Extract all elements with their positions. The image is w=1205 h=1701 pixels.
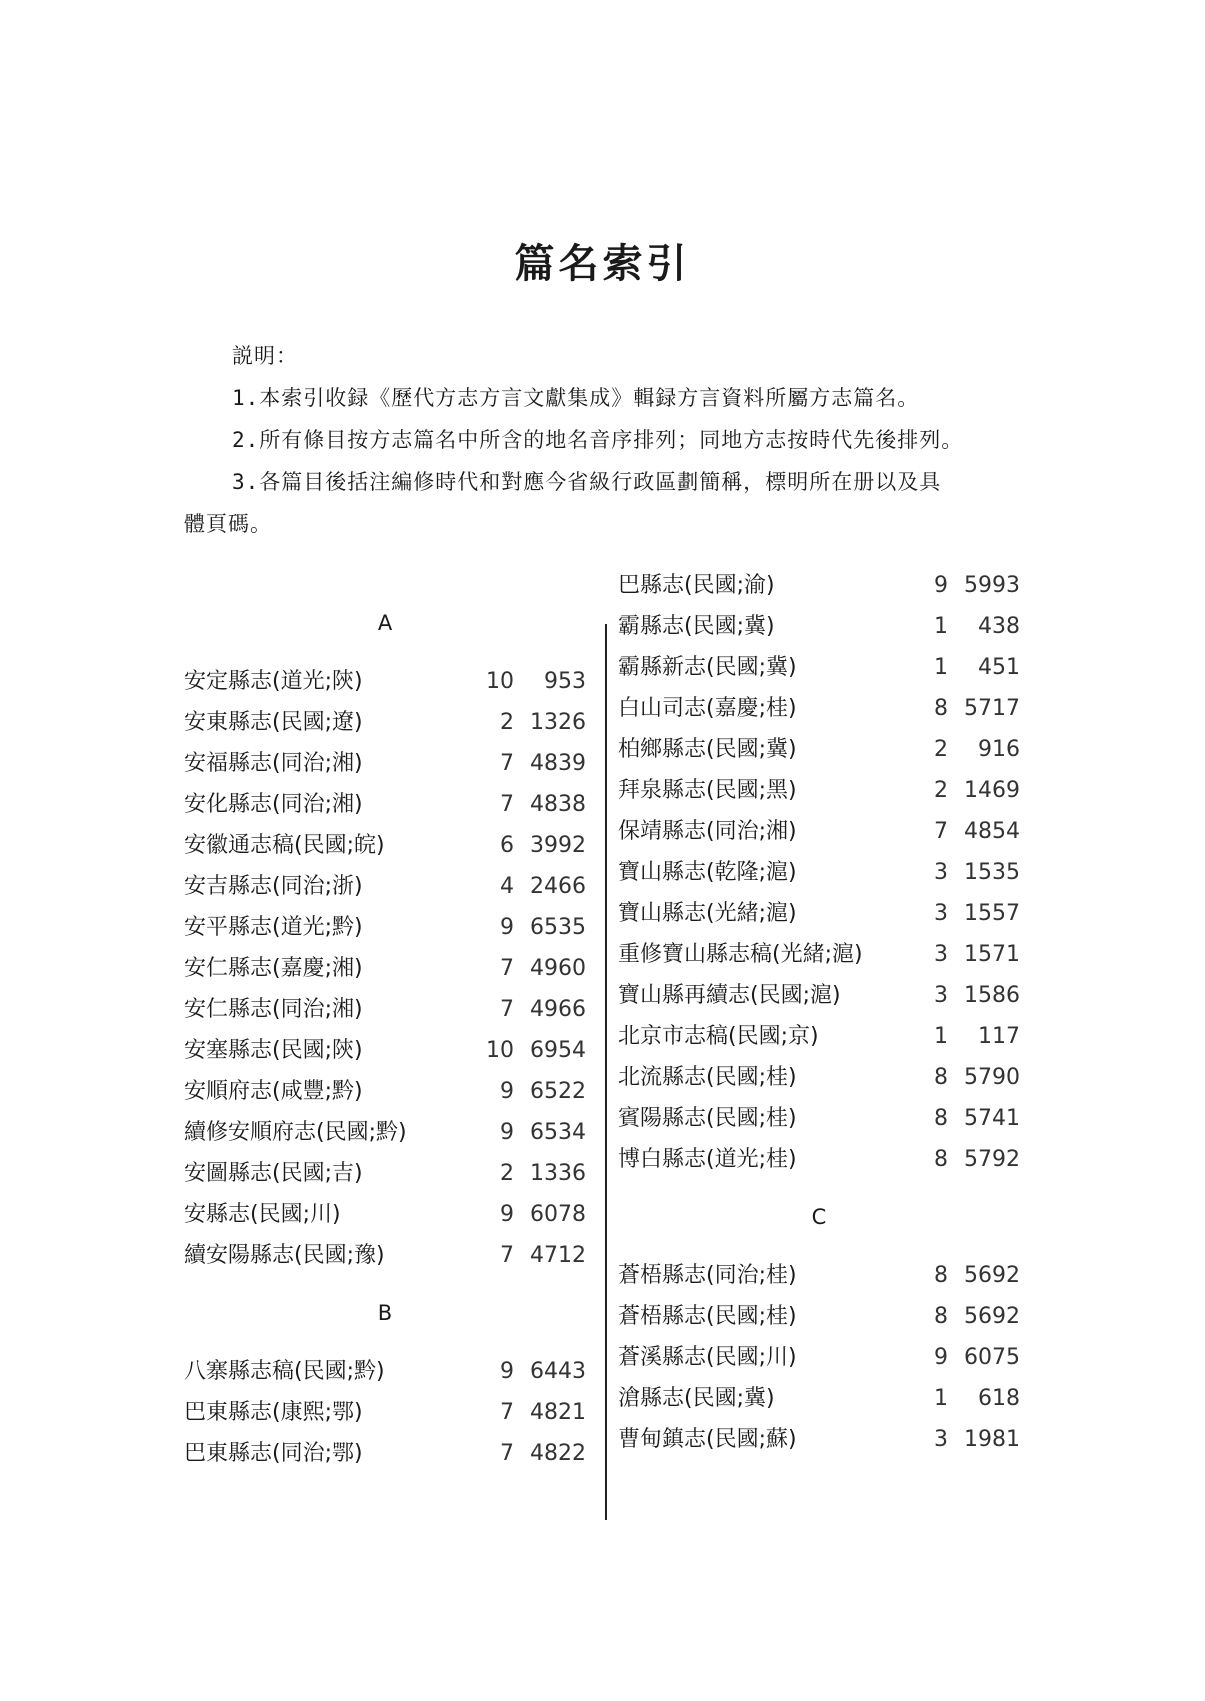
section-letter-c: C bbox=[811, 1205, 827, 1229]
entry-title: 白山司志(嘉慶;桂) bbox=[618, 696, 797, 721]
index-entry bbox=[184, 866, 586, 907]
index-entry bbox=[618, 688, 1020, 729]
entry-page: 4712 bbox=[530, 1243, 586, 1268]
entry-volume: 9 bbox=[500, 1120, 514, 1145]
page-title: 篇名索引 bbox=[514, 240, 691, 287]
entry-volume: 7 bbox=[500, 1441, 514, 1466]
entry-volume: 7 bbox=[500, 1400, 514, 1425]
entry-page: 618 bbox=[978, 1386, 1020, 1411]
entry-page: 4854 bbox=[964, 819, 1020, 844]
entry-page: 6443 bbox=[530, 1359, 586, 1384]
entry-title: 安順府志(咸豐;黔) bbox=[184, 1079, 363, 1104]
entry-volume: 9 bbox=[500, 1079, 514, 1104]
entry-page: 4821 bbox=[530, 1400, 586, 1425]
entry-title: 柏鄉縣志(民國;冀) bbox=[618, 737, 797, 762]
entry-title: 曹甸鎮志(民國;蘇) bbox=[618, 1427, 797, 1452]
index-entry bbox=[618, 647, 1020, 688]
index-entry bbox=[184, 907, 586, 948]
entry-title: 拜泉縣志(民國;黑) bbox=[618, 778, 797, 803]
entry-page: 5741 bbox=[964, 1106, 1020, 1131]
entry-title: 安福縣志(同治;湘) bbox=[184, 751, 363, 776]
entry-page: 1557 bbox=[964, 901, 1020, 926]
entry-volume: 3 bbox=[934, 942, 948, 967]
entry-page: 4838 bbox=[530, 792, 586, 817]
index-entry bbox=[184, 1071, 586, 1112]
entry-title: 賓陽縣志(民國;桂) bbox=[618, 1106, 797, 1131]
entry-title: 博白縣志(道光;桂) bbox=[618, 1147, 797, 1172]
entry-title: 安東縣志(民國;遼) bbox=[184, 710, 363, 735]
note-item-2: 2.所有條目按方志篇名中所含的地名音序排列；同地方志按時代先後排列。 bbox=[232, 428, 964, 452]
index-entry bbox=[184, 1153, 586, 1194]
entry-title: 安平縣志(道光;黔) bbox=[184, 915, 363, 940]
index-entry bbox=[184, 702, 586, 743]
entry-volume: 7 bbox=[500, 751, 514, 776]
entry-page: 6522 bbox=[530, 1079, 586, 1104]
index-entry bbox=[184, 1030, 586, 1071]
entry-page: 6534 bbox=[530, 1120, 586, 1145]
entry-title: 安仁縣志(同治;湘) bbox=[184, 997, 363, 1022]
entry-volume: 8 bbox=[934, 1065, 948, 1090]
entry-volume: 9 bbox=[934, 1345, 948, 1370]
entry-page: 4839 bbox=[530, 751, 586, 776]
entry-volume: 7 bbox=[500, 792, 514, 817]
entry-volume: 6 bbox=[500, 833, 514, 858]
index-entry bbox=[618, 1419, 1020, 1460]
entry-title: 蒼梧縣志(同治;桂) bbox=[618, 1263, 797, 1288]
entry-page: 5790 bbox=[964, 1065, 1020, 1090]
index-entry bbox=[618, 770, 1020, 811]
entry-title: 寶山縣志(乾隆;滬) bbox=[618, 860, 797, 885]
entry-volume: 7 bbox=[500, 956, 514, 981]
entry-page: 451 bbox=[978, 655, 1020, 680]
entry-title: 巴東縣志(同治;鄂) bbox=[184, 1441, 363, 1466]
entry-volume: 7 bbox=[500, 997, 514, 1022]
entry-page: 916 bbox=[978, 737, 1020, 762]
entry-volume: 2 bbox=[500, 710, 514, 735]
note-item-3-continued: 體頁碼。 bbox=[184, 512, 272, 536]
entry-volume: 8 bbox=[934, 1304, 948, 1329]
entry-page: 5792 bbox=[964, 1147, 1020, 1172]
entry-page: 3992 bbox=[530, 833, 586, 858]
entry-title: 安定縣志(道光;陝) bbox=[184, 669, 363, 694]
index-entry bbox=[618, 1255, 1020, 1296]
entry-title: 安吉縣志(同治;浙) bbox=[184, 874, 363, 899]
index-entry bbox=[618, 1337, 1020, 1378]
entry-title: 安圖縣志(民國;吉) bbox=[184, 1161, 363, 1186]
entry-volume: 4 bbox=[500, 874, 514, 899]
entry-title: 安塞縣志(民國;陝) bbox=[184, 1038, 363, 1063]
entry-title: 巴縣志(民國;渝) bbox=[618, 573, 775, 598]
index-entry bbox=[184, 784, 586, 825]
entry-title: 蒼溪縣志(民國;川) bbox=[618, 1345, 797, 1370]
index-entry bbox=[618, 811, 1020, 852]
index-entry bbox=[184, 743, 586, 784]
entry-page: 1469 bbox=[964, 778, 1020, 803]
entry-page: 5717 bbox=[964, 696, 1020, 721]
entry-title: 安徽通志稿(民國;皖) bbox=[184, 833, 385, 858]
entry-volume: 1 bbox=[934, 1386, 948, 1411]
index-entry bbox=[618, 606, 1020, 647]
index-entry bbox=[618, 852, 1020, 893]
entry-title: 巴東縣志(康熙;鄂) bbox=[184, 1400, 363, 1425]
entry-volume: 10 bbox=[486, 669, 514, 694]
entry-page: 1535 bbox=[964, 860, 1020, 885]
entry-volume: 8 bbox=[934, 1147, 948, 1172]
entry-page: 5692 bbox=[964, 1304, 1020, 1329]
entry-title: 續安陽縣志(民國;豫) bbox=[184, 1243, 385, 1268]
entry-title: 安化縣志(同治;湘) bbox=[184, 792, 363, 817]
entry-page: 1336 bbox=[530, 1161, 586, 1186]
entry-page: 6075 bbox=[964, 1345, 1020, 1370]
entry-page: 1586 bbox=[964, 983, 1020, 1008]
index-entry bbox=[184, 1392, 586, 1433]
entry-volume: 9 bbox=[934, 573, 948, 598]
entry-volume: 2 bbox=[500, 1161, 514, 1186]
index-entry bbox=[184, 1351, 586, 1392]
entry-volume: 8 bbox=[934, 1263, 948, 1288]
entry-page: 438 bbox=[978, 614, 1020, 639]
index-entry bbox=[618, 1296, 1020, 1337]
entry-volume: 10 bbox=[486, 1038, 514, 1063]
index-entry bbox=[184, 1235, 586, 1276]
entry-page: 117 bbox=[978, 1024, 1020, 1049]
entry-volume: 3 bbox=[934, 860, 948, 885]
entry-volume: 8 bbox=[934, 696, 948, 721]
entry-page: 1981 bbox=[964, 1427, 1020, 1452]
entry-page: 5692 bbox=[964, 1263, 1020, 1288]
index-entry bbox=[184, 661, 586, 702]
entry-volume: 3 bbox=[934, 983, 948, 1008]
entry-page: 6535 bbox=[530, 915, 586, 940]
entry-volume: 3 bbox=[934, 901, 948, 926]
entry-title: 霸縣志(民國;冀) bbox=[618, 614, 775, 639]
entry-title: 安仁縣志(嘉慶;湘) bbox=[184, 956, 363, 981]
entry-title: 八寨縣志稿(民國;黔) bbox=[184, 1359, 385, 1384]
entry-title: 蒼梧縣志(民國;桂) bbox=[618, 1304, 797, 1329]
entry-volume: 1 bbox=[934, 614, 948, 639]
index-entry bbox=[618, 893, 1020, 934]
index-entry bbox=[618, 1098, 1020, 1139]
entry-title: 安縣志(民國;川) bbox=[184, 1202, 341, 1227]
entry-title: 保靖縣志(同治;湘) bbox=[618, 819, 797, 844]
index-entry bbox=[618, 1016, 1020, 1057]
entry-title: 北流縣志(民國;桂) bbox=[618, 1065, 797, 1090]
index-entry bbox=[618, 975, 1020, 1016]
index-entry bbox=[618, 1057, 1020, 1098]
entry-title: 續修安順府志(民國;黔) bbox=[184, 1120, 407, 1145]
entry-page: 6078 bbox=[530, 1202, 586, 1227]
index-entry bbox=[184, 989, 586, 1030]
entry-volume: 9 bbox=[500, 1202, 514, 1227]
entry-page: 4966 bbox=[530, 997, 586, 1022]
index-entry bbox=[618, 1378, 1020, 1419]
note-item-1: 1.本索引收録《歷代方志方言文獻集成》輯録方言資料所屬方志篇名。 bbox=[232, 386, 920, 410]
notes-heading: 説明： bbox=[232, 344, 298, 368]
index-entry bbox=[618, 565, 1020, 606]
entry-title: 寶山縣再續志(民國;滬) bbox=[618, 983, 841, 1008]
entry-volume: 2 bbox=[934, 778, 948, 803]
entry-title: 寶山縣志(光緒;滬) bbox=[618, 901, 797, 926]
entry-volume: 9 bbox=[500, 1359, 514, 1384]
section-letter-a: A bbox=[377, 611, 393, 635]
index-entry bbox=[184, 948, 586, 989]
entry-volume: 8 bbox=[934, 1106, 948, 1131]
index-entry bbox=[184, 1433, 586, 1474]
entry-page: 953 bbox=[544, 669, 586, 694]
entry-volume: 1 bbox=[934, 1024, 948, 1049]
entry-page: 4960 bbox=[530, 956, 586, 981]
entry-title: 霸縣新志(民國;冀) bbox=[618, 655, 797, 680]
entry-title: 滄縣志(民國;冀) bbox=[618, 1386, 775, 1411]
entry-page: 6954 bbox=[530, 1038, 586, 1063]
entry-volume: 9 bbox=[500, 915, 514, 940]
entry-page: 4822 bbox=[530, 1441, 586, 1466]
index-entry bbox=[184, 825, 586, 866]
entry-volume: 2 bbox=[934, 737, 948, 762]
entry-volume: 1 bbox=[934, 655, 948, 680]
column-divider bbox=[605, 624, 607, 1520]
index-entry bbox=[618, 934, 1020, 975]
note-item-3: 3.各篇目後括注編修時代和對應今省級行政區劃簡稱，標明所在册以及具 bbox=[232, 470, 942, 494]
entry-title: 北京市志稿(民國;京) bbox=[618, 1024, 819, 1049]
entry-page: 1326 bbox=[530, 710, 586, 735]
index-entry bbox=[184, 1112, 586, 1153]
entry-volume: 7 bbox=[500, 1243, 514, 1268]
entry-page: 5993 bbox=[964, 573, 1020, 598]
index-entry bbox=[618, 729, 1020, 770]
entry-page: 1571 bbox=[964, 942, 1020, 967]
entry-volume: 3 bbox=[934, 1427, 948, 1452]
entry-page: 2466 bbox=[530, 874, 586, 899]
entry-volume: 7 bbox=[934, 819, 948, 844]
index-entry bbox=[184, 1194, 586, 1235]
explanatory-notes bbox=[184, 335, 1044, 545]
section-letter-b: B bbox=[377, 1301, 393, 1325]
index-entry bbox=[618, 1139, 1020, 1180]
entry-title: 重修寶山縣志稿(光緒;滬) bbox=[618, 942, 863, 967]
